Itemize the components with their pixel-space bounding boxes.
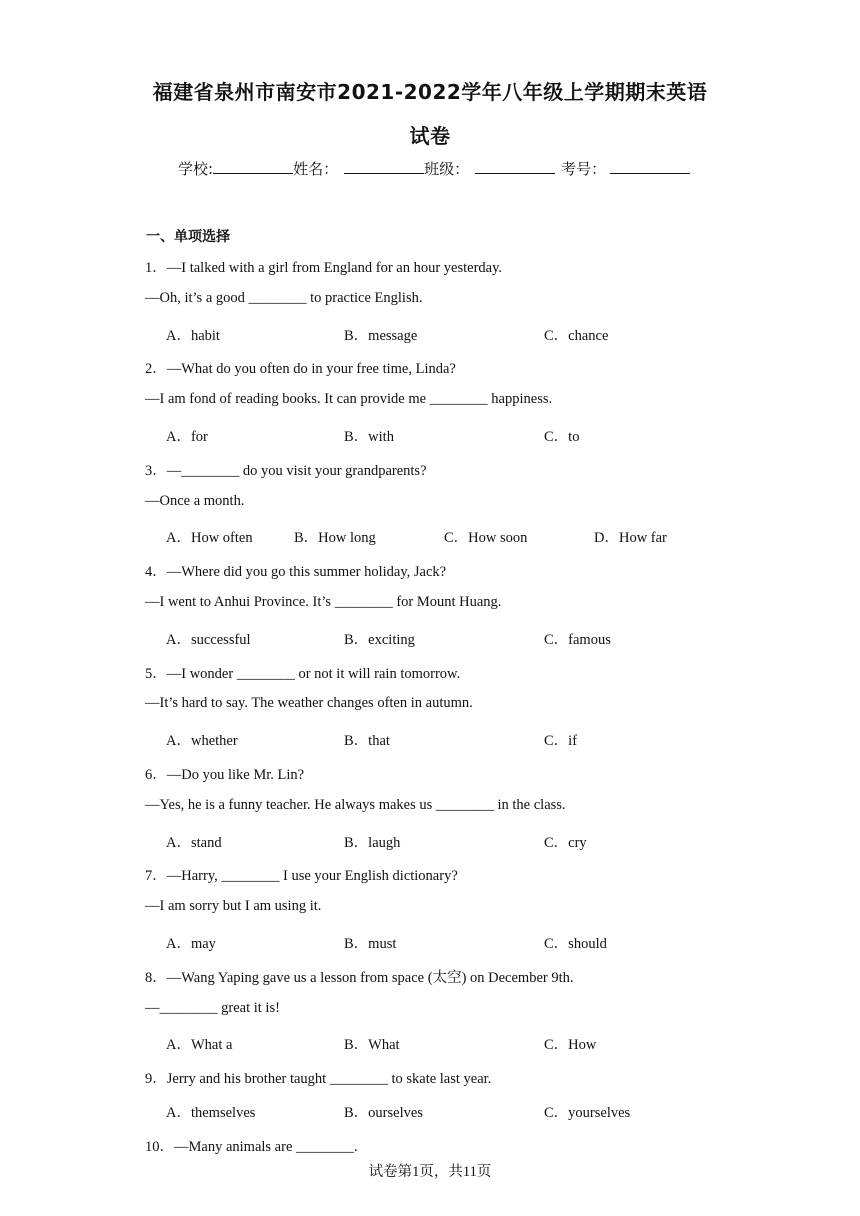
question-1-option-b[interactable]: B．message (344, 327, 418, 344)
question-1-option-a[interactable]: A．habit (166, 327, 220, 344)
question-5-option-a[interactable]: A．whether (166, 733, 238, 750)
question-1-line-2: —Oh, it’s a good ________ to practice English. (145, 289, 423, 306)
question-2-option-c[interactable]: C．to (544, 429, 580, 445)
exam-title-line-2: 试卷 (409, 124, 451, 148)
question-6-option-b[interactable]: B．laugh (344, 834, 401, 851)
question-1-option-c[interactable]: C．chance (544, 327, 609, 344)
question-7-option-c[interactable]: C．should (544, 936, 607, 952)
question-7-option-b[interactable]: B．must (344, 936, 397, 952)
question-3-option-c[interactable]: C．How soon (444, 530, 528, 547)
name-label: 姓名： (293, 160, 339, 178)
question-3-option-b[interactable]: B．How long (294, 530, 376, 547)
question-5-options (166, 729, 766, 749)
exam-number-blank[interactable] (610, 159, 690, 174)
question-7-options (166, 932, 766, 952)
question-8-option-b[interactable]: B．What (344, 1037, 400, 1054)
question-7-line-1: 7．—Harry, ________ I use your English dictionary? (145, 868, 458, 885)
question-1-options (166, 324, 766, 344)
section-title: 一、单项选择 (146, 229, 230, 245)
question-3-option-a[interactable]: A．How often (166, 530, 253, 547)
question-2-option-b[interactable]: B．with (344, 429, 394, 445)
question-3-option-d[interactable]: D．How far (594, 530, 667, 547)
question-5-option-b[interactable]: B．that (344, 733, 390, 750)
class-blank[interactable] (475, 159, 555, 174)
question-6-options (166, 831, 766, 851)
page-footer: 试卷第1页，共11页 (368, 1164, 492, 1180)
school-blank[interactable] (213, 159, 293, 174)
question-8-option-a[interactable]: A．What a (166, 1037, 233, 1054)
question-2-option-a[interactable]: A．for (166, 429, 208, 445)
question-8-line-1: 8．—Wang Yaping gave us a lesson from space (太空) on December 9th. (145, 969, 574, 986)
question-3-line-1: 3．—________ do you visit your grandparents? (145, 462, 427, 479)
question-5-option-c[interactable]: C．if (544, 733, 578, 750)
question-5-line-1: 5．—I wonder ________ or not it will rain tomorrow. (145, 665, 461, 682)
question-5-line-2: —It’s hard to say. The weather changes often in autumn. (145, 695, 473, 712)
question-1-line-1: 1．—I talked with a girl from England for an hour yesterday. (145, 260, 503, 276)
question-6-line-2: —Yes, he is a funny teacher. He always makes us ________ in the class. (145, 796, 566, 813)
question-6-option-c[interactable]: C．cry (544, 834, 587, 851)
name-blank[interactable] (344, 159, 424, 174)
question-8-option-c[interactable]: C．How (544, 1037, 597, 1054)
question-4-line-2: —I went to Anhui Province. It’s ________ for Mount Huang. (145, 594, 502, 610)
question-7-option-a[interactable]: A．may (166, 936, 216, 952)
question-4-options (166, 628, 766, 648)
question-3-line-2: —Once a month. (145, 492, 245, 509)
question-9-line-1: 9．Jerry and his brother taught ________ to skate last year. (145, 1071, 492, 1088)
question-3-options (166, 526, 766, 546)
question-9-option-a[interactable]: A．themselves (166, 1105, 256, 1121)
question-2-line-1: 2．—What do you often do in your free time, Linda? (145, 361, 456, 378)
student-info-row (178, 158, 690, 179)
question-10-line-1: 10．—Many animals are ________. (145, 1138, 358, 1155)
question-9-option-b[interactable]: B．ourselves (344, 1105, 423, 1121)
question-6-option-a[interactable]: A．stand (166, 834, 222, 851)
question-9-options (166, 1101, 766, 1121)
question-4-option-a[interactable]: A．successful (166, 631, 251, 648)
question-2-options (166, 425, 766, 445)
school-label: 学校: (178, 160, 214, 178)
exam-number-label: 考号： (561, 160, 607, 178)
class-label: 班级： (424, 160, 470, 178)
question-4-line-1: 4．—Where did you go this summer holiday, Jack? (145, 564, 447, 581)
exam-title-line-1: 福建省泉州市南安市2021-2022学年八年级上学期期末英语 (152, 80, 708, 104)
question-4-option-c[interactable]: C．famous (544, 631, 611, 648)
question-2-line-2: —I am fond of reading books. It can provide me ________ happiness. (145, 391, 553, 408)
question-8-line-2: —________ great it is! (145, 999, 280, 1016)
question-9-option-c[interactable]: C．yourselves (544, 1105, 631, 1121)
question-4-option-b[interactable]: B．exciting (344, 631, 415, 648)
question-8-options (166, 1033, 766, 1053)
question-6-line-1: 6．—Do you like Mr. Lin? (145, 767, 305, 783)
question-7-line-2: —I am sorry but I am using it. (145, 898, 322, 915)
